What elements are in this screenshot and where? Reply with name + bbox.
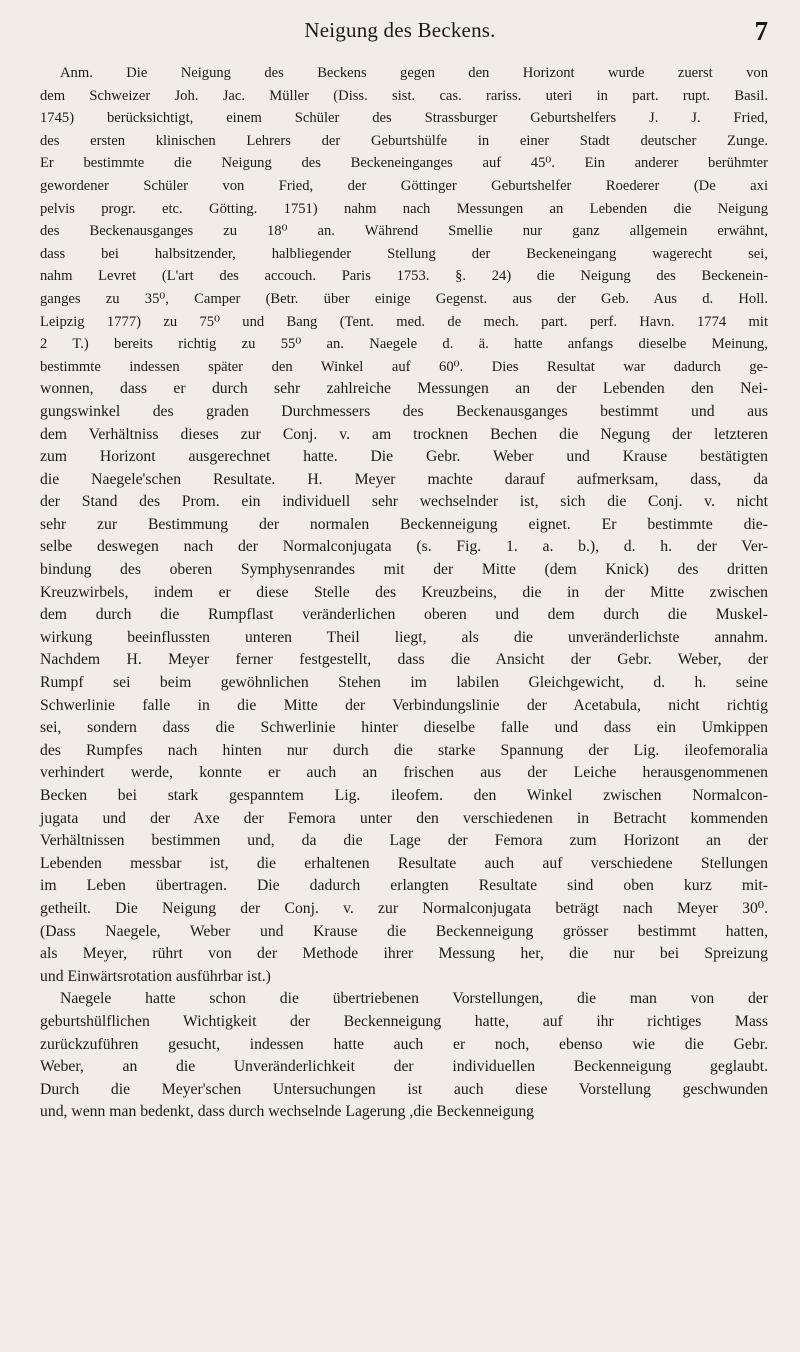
text-line: des ersten klinischen Lehrers der Geburtshülfe in einer Stadt deutscher Zunge. (40, 132, 768, 149)
text-line: Rumpf sei beim gewöhnlichen Stehen im labilen Gleichgewicht, d. h. seine (40, 674, 768, 692)
text-line: dem Verhältniss dieses zur Conj. v. am trocknen Bechen die Ne̦gung der letzteren (40, 425, 768, 443)
text-line: der Stand des Prom. ein individuell sehr wechselnder ist, sich die Conj. v. nicht (40, 493, 768, 511)
text-line: geburtshülflichen Wichtigkeit der Beckenneigung hatte, auf ihr richtiges Mass (40, 1012, 768, 1030)
running-head: Neigung des Beckens. (304, 18, 496, 42)
text-line: Anm. Die Neigung des Beckens gegen den Horizont wurde zuerst von (60, 65, 768, 81)
text-line: des Beckenausganges zu 18⁰ an. Während Smellie nur ganz allgemein erwähnt, (40, 223, 768, 240)
text-line: als Meyer, rührt von der Methode ihrer Messung her, die nur bei Spreizung (40, 945, 768, 963)
text-line: des Rumpfes nach hinten nur durch die starke Spannung der Lig. ileofemoralia (40, 741, 768, 759)
text-line: selbe deswegen nach der Normalconjugata (s. Fig. 1. a. b.), d. h. der Ver- (40, 538, 768, 556)
text-line: Er bestimmte die Neigung des Beckeneinganges auf 45⁰. Ein anderer berühmter (40, 155, 768, 172)
text-line: Nachdem H. Meyer ferner festgestellt, dass die Ansicht der Gebr. Weber, der (40, 651, 768, 669)
text-line: 2 T.) bereits richtig zu 55⁰ an. Naegele d. ä. hatte anfangs dieselbe Meinung, (40, 336, 768, 353)
text-line: bestimmte indessen später den Winkel auf 60⁰. Dies Resultat war dadurch ge- (40, 358, 768, 375)
text-line: und Einwärtsrotation ausführbar ist.) (40, 967, 271, 985)
text-line: gungswinkel des graden Durchmessers des Beckenausganges bestimmt und aus (40, 402, 768, 420)
text-line: gewordener Schüler von Fried, der Göttinger Geburtshelfer Roederer (De axi (40, 177, 768, 194)
text-line: im Leben übertragen. Die dadurch erlangten Resultate sind oben kurz mit- (40, 877, 768, 895)
text-line: jugata und der Axe der Femora unter den verschiedenen in Betracht kommenden (40, 809, 768, 827)
text-line: nahm Levret (L'art des accouch. Paris 1753. §. 24) die Neigung des Beckenein- (40, 268, 768, 285)
text-line: Kreuzwirbels, indem er diese Stelle des Kreuzbeins, die in der Mitte zwischen (40, 583, 768, 601)
text-line: Durch die Meyer'schen Untersuchungen ist auch diese Vorstellung geschwunden (40, 1080, 768, 1098)
text-line: zurückzuführen gesucht, indessen hatte auch er noch, ebenso wie die Gebr. (40, 1035, 768, 1053)
text-line: (Dass Naegele, Weber und Krause die Beckenneigung grösser bestimmt hatten, (40, 922, 768, 940)
text-line: dem durch die Rumpflast veränderlichen oberen und dem durch die Muskel- (40, 606, 768, 624)
text-line: verhindert werde, konnte er auch an frischen aus der Leiche herausgenommenen (40, 764, 768, 782)
text-line: Becken bei stark gespanntem Lig. ileofem. den Winkel zwischen Normalcon- (40, 787, 768, 804)
text-line: wirkung beeinflussten unteren Theil liegt, als die unveränderlichste annahm. (40, 628, 768, 646)
text-line: Verhältnissen bestimmen und, da die Lage der Femora zum Horizont an der (40, 832, 768, 850)
text-line: Weber, an die Unveränderlichkeit der individuellen Beckenneigung geglaubt. (40, 1058, 768, 1076)
text-line: Schwerlinie falle in die Mitte der Verbindungslinie der Acetabula, nicht richtig (40, 696, 768, 714)
text-line: 1745) berücksichtigt, einem Schüler des Strassburger Geburtshelfers J. J. Fried, (40, 110, 768, 127)
page-header (0, 18, 800, 48)
text-line: bindung des oberen Symphysenrandes mit der Mitte (dem Knick) des dritten (40, 561, 768, 579)
text-line: und, wenn man bedenkt, dass durch wechselnde Lagerung ,die Beckenneigung (40, 1103, 535, 1121)
text-line: Naegele hatte schon die übertriebenen Vorstellungen, die man von der (60, 990, 768, 1008)
text-line: sehr zur Bestimmung der normalen Beckenneigung eignet. Er bestimmte die- (40, 515, 768, 533)
body-text (40, 62, 768, 1124)
text-line: dass bei halbsitzender, halbliegender Stellung der Beckeneingang wagerecht sei, (40, 245, 768, 262)
text-line: Lebenden messbar ist, die erhaltenen Resultate auch auf verschiedene Stellungen (40, 854, 768, 872)
text-line: wonnen, dass er durch sehr zahlreiche Messungen an der Lebenden den Nei- (40, 380, 768, 398)
text-line: zum Horizont ausgerechnet hatte. Die Gebr. Weber und Krause bestätigten (40, 448, 768, 466)
text-line: die Naegele'schen Resultate. H. Meyer machte darauf aufmerksam, dass, da (40, 470, 768, 488)
text-line: dem Schweizer Joh. Jac. Müller (Diss. sist. cas. rariss. uteri in part. rupt. Basil. (40, 87, 768, 104)
text-line: getheilt. Die Neigung der Conj. v. zur Normalconjugata beträgt nach Meyer 30⁰. (40, 899, 768, 917)
text-line: Leipzig 1777) zu 75⁰ und Bang (Tent. med. de mech. part. perf. Havn. 1774 mit (40, 313, 768, 330)
page-number: 7 (754, 16, 768, 46)
text-line: sei, sondern dass die Schwerlinie hinter dieselbe falle und dass ein Umkippen (40, 719, 768, 737)
text-line: pelvis progr. etc. Götting. 1751) nahm nach Messungen an Lebenden die Neigung (40, 200, 768, 217)
text-line: ganges zu 35⁰, Camper (Betr. über einige Gegenst. aus der Geb. Aus d. Holl. (40, 290, 768, 307)
